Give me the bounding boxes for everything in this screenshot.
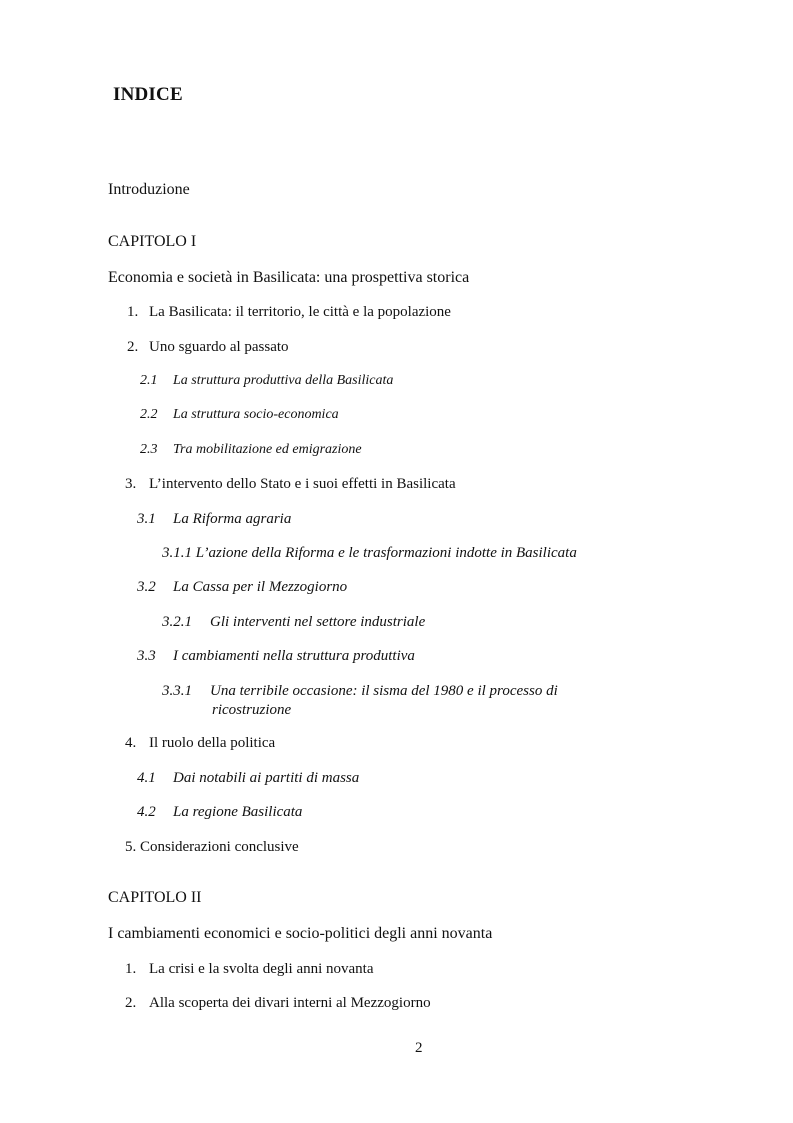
toc-item-number: 4.1 [137,770,156,786]
toc-item-number: 3.3 [137,648,156,664]
toc-item-number: 3.2 [137,579,156,595]
toc-item-number: 2. [125,995,137,1011]
toc-item-text: Il ruolo della politica [149,735,276,751]
toc-item-text: La struttura socio-economica [173,407,339,422]
toc-item-number: 2.2 [140,407,158,422]
toc-item-continuation: ricostruzione [212,702,292,718]
toc-introduction: Introduzione [108,181,190,198]
chapter1-label: CAPITOLO I [108,233,197,250]
chapter2-label: CAPITOLO II [108,889,202,906]
page-title: INDICE [113,84,183,105]
toc-item [125,476,456,493]
toc-item-number: 3.2.1 [162,614,192,630]
toc-item-text: La Basilicata: il territorio, le città e la popolazione [149,304,451,320]
toc-subitem [140,373,393,389]
page-number: 2 [415,1040,423,1056]
toc-item-text: La regione Basilicata [173,804,303,820]
toc-item-text: La struttura produttiva della Basilicata [173,373,394,388]
toc-item [127,304,451,321]
toc-item-text: La Cassa per il Mezzogiorno [173,579,348,595]
toc-item-number: 4. [125,735,137,751]
toc-item [125,735,275,752]
toc-subitem [140,407,339,423]
toc-item-number: 5. [125,839,137,855]
toc-subitem [137,648,415,665]
chapter2-title: I cambiamenti economici e socio-politici degli anni novanta [108,925,493,942]
toc-item-text: La Riforma agraria [173,511,292,527]
toc-item-text: Gli interventi nel settore industriale [210,614,426,630]
toc-item-number: 2.3 [140,442,158,457]
toc-item-number: 4.2 [137,804,156,820]
toc-item-text: I cambiamenti nella struttura produttiva [173,648,415,664]
toc-item-text: Considerazioni conclusive [140,839,299,855]
toc-item-number: 3.1 [137,511,156,527]
toc-item [125,839,299,856]
toc-item-number: 3.3.1 [162,683,192,699]
toc-item-text: Tra mobilitazione ed emigrazione [173,442,362,457]
toc-subitem [137,804,302,821]
toc-item [127,339,289,356]
toc-item-text: Alla scoperta dei divari interni al Mezzogiorno [149,995,431,1011]
toc-subsubitem [162,683,558,700]
toc-item-text: L’azione della Riforma e le trasformazioni indotte in Basilicata [195,545,577,561]
toc-item [125,961,374,978]
toc-item [125,995,431,1012]
toc-item-number: 1. [125,961,137,977]
toc-item-number: 3. [125,476,137,492]
toc-subitem [137,770,359,787]
toc-item-number: 3.1.1 [162,545,192,561]
toc-item-text: L’intervento dello Stato e i suoi effetti in Basilicata [149,476,456,492]
toc-item-number: 1. [127,304,139,320]
toc-item-text: Uno sguardo al passato [149,339,289,355]
toc-subitem [137,579,347,596]
toc-subitem [140,442,362,458]
toc-item-text: Dai notabili ai partiti di massa [173,770,360,786]
toc-subsubitem [162,614,425,631]
toc-subitem [137,511,291,528]
toc-item-text: La crisi e la svolta degli anni novanta [149,961,374,977]
toc-item-number: 2. [127,339,139,355]
toc-subsubitem [162,545,577,562]
toc-item-number: 2.1 [140,373,158,388]
chapter1-title: Economia e società in Basilicata: una prospettiva storica [108,269,470,286]
toc-item-text: Una terribile occasione: il sisma del 1980 e il processo di [210,683,558,699]
